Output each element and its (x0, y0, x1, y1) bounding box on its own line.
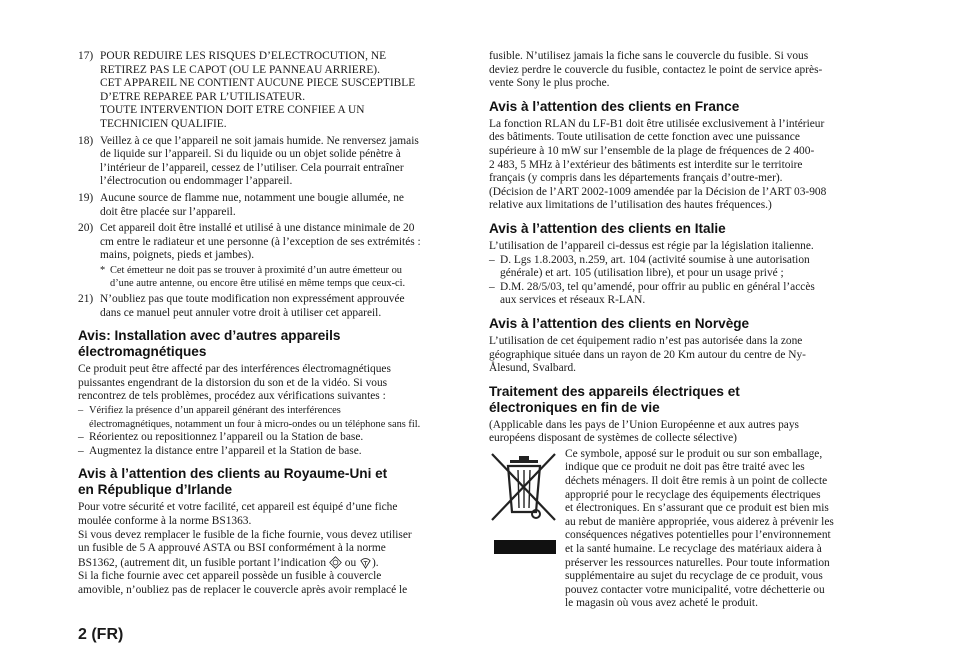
italy-bullet: – D. Lgs 1.8.2003, n.259, art. 104 (activité soumise à une autorisation générale) et art. 105 (utilisation libre), et pour un usage privé ; (489, 253, 810, 280)
emc-heading: Avis: Installation avec d’autres appareils électromagnétiques (78, 328, 341, 360)
text-line: N’oubliez pas que toute modification non expressément approuvée (100, 293, 405, 306)
right-column (489, 50, 877, 611)
text-line: d’une autre antenne, ou encore être utilisé en même temps que ceux-ci. (110, 277, 406, 289)
text-line: électromagnétiques, notamment un four à micro-ondes ou un téléphone sans fil. (89, 418, 421, 430)
italy-bullet: – D.M. 28/5/03, tel qu’amendé, pour offrir au public en général l’accès aux services et réseaux R-LAN. (489, 280, 815, 307)
text-line: D’ETRE REPAREE PAR L’UTILISATEUR. (100, 90, 306, 103)
text-line: rencontrez de tels problèmes, procédez aux vérifications suivantes : (78, 390, 386, 403)
text-line: puissantes engendrant de la distorsion du son et de la vidéo. Si vous (78, 376, 388, 389)
text-line: Veillez à ce que l’appareil ne soit jamais humide. Ne renversez jamais (100, 134, 419, 147)
text-line: L’utilisation de cet équipement radio n’est pas autorisée dans la zone (489, 334, 803, 347)
text-line: Ålesund, Svalbard. (489, 362, 576, 375)
text-line: CET APPAREIL NE CONTIENT AUCUNE PIECE SUSCEPTIBLE (100, 77, 416, 90)
text-line: doit être placée sur l’appareil. (100, 205, 236, 218)
text-line: TOUTE INTERVENTION DOIT ETRE CONFIEE A UN (100, 104, 365, 117)
safety-item-18: 18) Veillez à ce que l’appareil ne soit jamais humide. Ne renversez jamais de liquide sur l’appareil. Si du liquide ou un objet solide pénètre à l’intérieur de l’appareil, cessez de l’utiliser. Cela pourrait entraîner l’électrocution ou endommager l’appareil. (78, 135, 464, 189)
text-line: supplémentaire au sujet du recyclage de ce produit, vous (565, 570, 823, 583)
text-line: et la santé humaine. Le recyclage des matériaux aidera à (565, 543, 822, 556)
text-line: pouvez contacter votre municipalité, votre déchetterie ou (565, 583, 825, 596)
text-line: Ce produit peut être affecté par des interférences électromagnétiques (78, 363, 391, 376)
text-line: (Applicable dans les pays de l’Union Européenne et aux autres pays (489, 418, 799, 431)
bsi-kitemark-icon (359, 556, 372, 569)
text-line: Cet émetteur ne doit pas se trouver à proximité d’un autre émetteur ou (110, 264, 402, 276)
text-line: POUR REDUIRE LES RISQUES D’ELECTROCUTION, NE (100, 50, 387, 62)
crossed-bin-icon (489, 450, 559, 560)
text-line: D. Lgs 1.8.2003, n.259, art. 104 (activité soumise à une autorisation (500, 253, 810, 266)
text-line: supérieure à 10 mW sur l’ensemble de la plage de fréquences de 2 400- (489, 144, 815, 157)
emc-bullet: – Réorientez ou repositionnez l’appareil ou la Station de base. (78, 431, 364, 444)
text-line: mains, poignets, pieds et jambes). (100, 249, 255, 262)
text-line: français (y compris dans les départements français d’outre-mer). (489, 172, 783, 185)
text-line: Pour votre sécurité et votre facilité, cet appareil est équipé d’une fiche (78, 501, 398, 514)
safety-item-17: 17) POUR REDUIRE LES RISQUES D’ELECTROCUTION, NE RETIREZ PAS LE CAPOT (OU LE PANNEAU ARRIERE). CET APPAREIL NE CONTIENT AUCUNE PIECE SUSCEPTIBLE D’ETRE REPAREE PAR L’UTILISATEUR. TOUTE INTERVENTION DOIT ETRE CONFIEE A UN TECHNICIEN QUALIFIE. (78, 50, 464, 132)
safety-item-21: 21) N’oubliez pas que toute modification non expressément approuvée dans ce manuel peut annuler votre droit à utiliser cet appareil. (78, 293, 464, 320)
norway-heading: Avis à l’attention des clients en Norvège (489, 315, 750, 331)
weee-text (565, 448, 877, 611)
fuse-continuation (489, 50, 877, 91)
weee-heading: Traitement des appareils électriques et électroniques en fin de vie (489, 383, 740, 415)
left-column (78, 50, 464, 598)
text-line: deviez perdre le couvercle du fusible, contactez le point de service après- (489, 63, 823, 76)
text-line: D.M. 28/5/03, tel qu’amendé, pour offrir au public en général l’accès (500, 280, 815, 293)
text-line: amovible, n’oubliez pas de replacer le couvercle après avoir remplacé le (78, 584, 408, 596)
text-line: générale) et art. 105 (utilisation libre), et pour un usage privé ; (500, 267, 784, 280)
page-number: 2 (FR) (78, 626, 124, 643)
text-line: relative aux limitations de l’utilisation des hautes fréquences.) (489, 199, 772, 212)
text-line: approprié pour le recyclage des équipements électriques (565, 488, 821, 501)
text-line: de liquide sur l’appareil. Si du liquide ou un objet solide pénètre à (100, 148, 401, 161)
uk-heading: Avis à l’attention des clients au Royaume-Uni et en République d’Irlande (78, 466, 388, 498)
weee-intro (489, 419, 877, 446)
text-line: (Décision de l’ART 2002-1009 amendée par la Décision de l’ART 03-908 (489, 185, 827, 198)
text-line: européens disposant de systèmes de collecte sélective) (489, 432, 737, 445)
text-line: TECHNICIEN QUALIFIE. (100, 117, 227, 130)
text-line: dans ce manuel peut annuler votre droit à utiliser cet appareil. (100, 306, 382, 319)
safety-item-19: 19) Aucune source de flamme nue, notamment une bougie allumée, ne doit être placée sur l’appareil. (78, 192, 464, 219)
safety-item-20: 20) Cet appareil doit être installé et utilisé à une distance minimale de 20 cm entre le radiateur et une personne (à l’exception de ses extrémités : mains, poignets, pieds et jambes). (78, 222, 464, 263)
text-line: préserver les ressources naturelles. Pour toute information (565, 556, 830, 569)
text-line: Vérifiez la présence d’un appareil générant des interférences (89, 405, 341, 417)
emc-bullet: – Augmentez la distance entre l’appareil et la Station de base. (78, 444, 362, 457)
text-line: le magasin où vous avez acheté le produit. (565, 597, 758, 610)
italy-intro: L’utilisation de l’appareil ci-dessus est régie par la législation italienne. (489, 239, 814, 252)
france-heading: Avis à l’attention des clients en France (489, 98, 740, 114)
emc-intro (78, 363, 464, 404)
text-line: conséquences négatives potentielles pour l’environnement (565, 529, 831, 542)
text-line: l’électrocution ou endommager l’appareil. (100, 175, 293, 188)
uk-text (78, 501, 464, 597)
emitter-note: * Cet émetteur ne doit pas se trouver à proximité d’un autre émetteur ou d’une autre antenne, ou encore être utilisé en même temps que ceux-ci. (100, 264, 406, 289)
text-line: 2 483, 5 MHz à l’extérieur des bâtiments est interdite sur le territoire (489, 158, 803, 171)
text-line: moulée conforme à la norme BS1363. (78, 515, 252, 528)
text-line: l’intérieur de l’appareil, cessez de l’utiliser. Cela pourrait entraîner (100, 161, 404, 174)
italy-heading: Avis à l’attention des clients en Italie (489, 220, 726, 236)
text-line: un fusible de 5 A approuvé ASTA ou BSI conformément à la norme (78, 542, 386, 555)
text-line: La fonction RLAN du LF-B1 doit être utilisée exclusivement à l’intérieur (489, 117, 825, 130)
text-line: des bâtiments. Toute utilisation de cette fonction avec une puissance (489, 131, 800, 144)
text-line: Réorientez ou repositionnez l’appareil ou la Station de base. (89, 431, 364, 444)
text-line: Cet appareil doit être installé et utilisé à une distance minimale de 20 (100, 222, 415, 235)
text-line: Aucune source de flamme nue, notamment une bougie allumée, ne (100, 191, 404, 204)
text-line: indique que ce produit ne doit pas être traité avec les (565, 461, 805, 474)
text-line: RETIREZ PAS LE CAPOT (OU LE PANNEAU ARRIERE). (100, 63, 380, 76)
text-line: déchets ménagers. Il doit être remis à un point de collecte (565, 475, 828, 488)
text-line: fusible. N’utilisez jamais la fiche sans le couvercle du fusible. Si vous (489, 50, 809, 62)
text-line: BS1362, (autrement dit, un fusible portant l’indication ou ). (78, 556, 379, 569)
france-text (489, 118, 877, 213)
norway-text (489, 335, 877, 376)
text-line: aux services et réseaux R-LAN. (500, 294, 646, 307)
text-line: Ce symbole, apposé sur le produit ou sur son emballage, (565, 447, 823, 460)
text-line: géographique située dans un rayon de 20 Km autour du centre de Ny- (489, 348, 806, 361)
emc-bullet: – Vérifiez la présence d’un appareil générant des interférences électromagnétiques, notamment un four à micro-ondes ou un téléphone sans fil. (78, 405, 421, 430)
text-line: et électroniques. En s’assurant que ce produit est bien mis (565, 502, 829, 515)
weee-symbol (489, 448, 565, 611)
text-line: Si la fiche fournie avec cet appareil possède un fusible à couvercle (78, 570, 382, 583)
text-line: cm entre le radiateur et une personne (à l’exception de ses extrémités : (100, 235, 421, 248)
asta-mark-icon (329, 556, 342, 569)
text-line: Augmentez la distance entre l’appareil et la Station de base. (89, 444, 362, 457)
text-line: vente Sony le plus proche. (489, 77, 610, 90)
text-line: au rebut de manière appropriée, vous aiderez à prévenir les (565, 515, 834, 528)
text-line: Si vous devez remplacer le fusible de la fiche fournie, vous devez utiliser (78, 528, 412, 541)
